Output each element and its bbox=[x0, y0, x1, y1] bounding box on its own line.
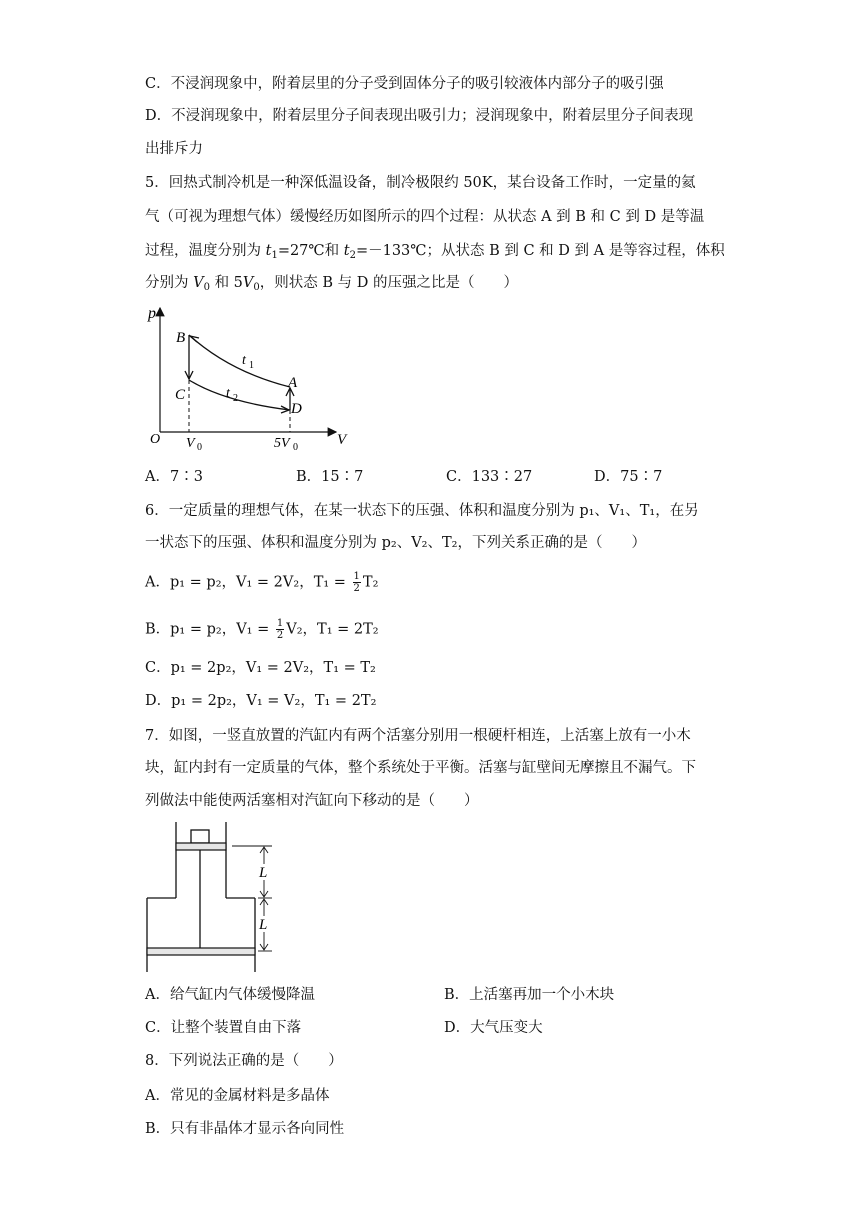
q6-stem-line1: 6．一定质量的理想气体，在某一状态下的压强、体积和温度分别为 p₁、V₁、T₁，在另 bbox=[145, 503, 699, 519]
q5-stem-line4: 分别为 $V_0$ 和 $5V_0$，则状态 B 与 D 的压强之比是（ ） bbox=[145, 275, 518, 293]
q5-line4-part-c: ，则状态 B 与 D 的压强之比是（ ） bbox=[259, 275, 518, 291]
q6-option-a-part2: T₂ bbox=[362, 574, 379, 591]
q8-stem: 8．下列说法正确的是（ ） bbox=[145, 1053, 343, 1069]
q6-stem-line2: 一状态下的压强、体积和温度分别为 p₂、V₂、T₂，下列关系正确的是（ ） bbox=[145, 535, 646, 551]
q5-option-c: C．133∶27 bbox=[446, 469, 533, 485]
q6-option-b-part2: V₂，T₁ = 2T₂ bbox=[286, 621, 379, 638]
tick-5v0-sub: 0 bbox=[293, 442, 298, 450]
q4-option-c: C．不浸润现象中，附着层里的分子受到固体分子的吸引较液体内部分子的吸引强 bbox=[145, 76, 664, 92]
q4-option-d-line2: 出排斥力 bbox=[145, 141, 203, 157]
q7-option-c: C．让整个装置自由下落 bbox=[145, 1020, 302, 1036]
q6-option-b-part1: B．p₁ = p₂，V₁ = bbox=[145, 621, 274, 638]
label-t1: t bbox=[242, 353, 246, 368]
isotherm-t1 bbox=[189, 335, 290, 387]
origin-label: O bbox=[150, 432, 161, 447]
q7-stem-line3: 列做法中能使两活塞相对汽缸向下移动的是（ ） bbox=[145, 793, 479, 809]
q5-option-d: D．75∶7 bbox=[594, 469, 663, 485]
q6-option-d: D．p₁ = 2p₂，V₁ = V₂，T₁ = 2T₂ bbox=[145, 693, 377, 709]
q5-stem-line3: 过程，温度分别为 $t_1=27℃$和 $t_2=-133℃$；从状态 B 到 C 和 D 到 A 是等容过程，体积 bbox=[145, 243, 725, 261]
label-l-lower: L bbox=[259, 917, 268, 933]
tick-5v0: 5V bbox=[274, 436, 290, 450]
label-a: A bbox=[288, 375, 298, 391]
label-d: D bbox=[291, 401, 302, 417]
q7-option-a: A．给气缸内气体缓慢降温 bbox=[145, 987, 315, 1003]
q7-stem-line2: 块，缸内封有一定质量的气体，整个系统处于平衡。活塞与缸壁间无摩擦且不漏气。下 bbox=[145, 760, 696, 776]
lower-piston bbox=[147, 948, 255, 955]
cylinder-diagram bbox=[140, 818, 285, 978]
q8-option-b: B．只有非晶体才显示各向同性 bbox=[145, 1121, 345, 1137]
wood-block bbox=[191, 830, 209, 843]
pv-diagram bbox=[140, 300, 360, 450]
q8-option-a: A．常见的金属材料是多晶体 bbox=[145, 1088, 330, 1104]
q5-line4-part-a: 分别为 bbox=[145, 275, 194, 291]
q5-option-b: B．15∶7 bbox=[296, 469, 364, 485]
q5-option-a: A．7∶3 bbox=[145, 469, 203, 485]
tick-v0-sub: 0 bbox=[197, 442, 202, 450]
fraction-half: $\frac{1}{2}$ bbox=[276, 618, 284, 641]
q5-stem-line1: 5．回热式制冷机是一种深低温设备，制冷极限约 50K，某台设备工作时，一定量的氦 bbox=[145, 175, 696, 191]
label-c: C bbox=[175, 387, 186, 403]
q6-option-c: C．p₁ = 2p₂，V₁ = 2V₂，T₁ = T₂ bbox=[145, 660, 376, 676]
tick-v0: V bbox=[186, 436, 195, 450]
q6-option-a-part1: A．p₁ = p₂，V₁ = 2V₂，T₁ = bbox=[145, 574, 351, 591]
label-t1-sub: 1 bbox=[249, 360, 254, 371]
isotherm-t2 bbox=[189, 380, 290, 410]
upper-piston bbox=[176, 843, 226, 850]
q7-stem-line1: 7．如图，一竖直放置的汽缸内有两个活塞分别用一根硬杆相连，上活塞上放有一小木 bbox=[145, 728, 691, 744]
q5-line3-part-c: =－133℃；从状态 B 到 C 和 D 到 A 是等容过程，体积 bbox=[355, 243, 725, 259]
label-t2: t bbox=[226, 386, 230, 401]
q5-line3-part-b: =27℃和 bbox=[277, 243, 344, 259]
fraction-half: $\frac{1}{2}$ bbox=[353, 571, 360, 594]
label-b: B bbox=[176, 330, 186, 346]
q7-option-b: B．上活塞再加一个小木块 bbox=[444, 987, 615, 1003]
q5-stem-line2: 气（可视为理想气体）缓慢经历如图所示的四个过程：从状态 A 到 B 和 C 到 D 是等温 bbox=[145, 209, 705, 225]
q6-option-b bbox=[145, 618, 379, 641]
q4-option-d-line1: D．不浸润现象中，附着层里分子间表现出吸引力；浸润现象中，附着层里分子间表现 bbox=[145, 108, 694, 124]
p-axis-label: p bbox=[148, 305, 156, 322]
q6-option-a bbox=[145, 571, 378, 594]
label-l-upper: L bbox=[259, 865, 268, 881]
q5-line4-part-b: 和 5 bbox=[209, 275, 243, 291]
label-t2-sub: 2 bbox=[233, 393, 238, 404]
q7-option-d: D．大气压变大 bbox=[444, 1020, 543, 1036]
q5-line3-part-a: 过程，温度分别为 bbox=[145, 243, 266, 259]
v-axis-label: V bbox=[337, 432, 347, 448]
